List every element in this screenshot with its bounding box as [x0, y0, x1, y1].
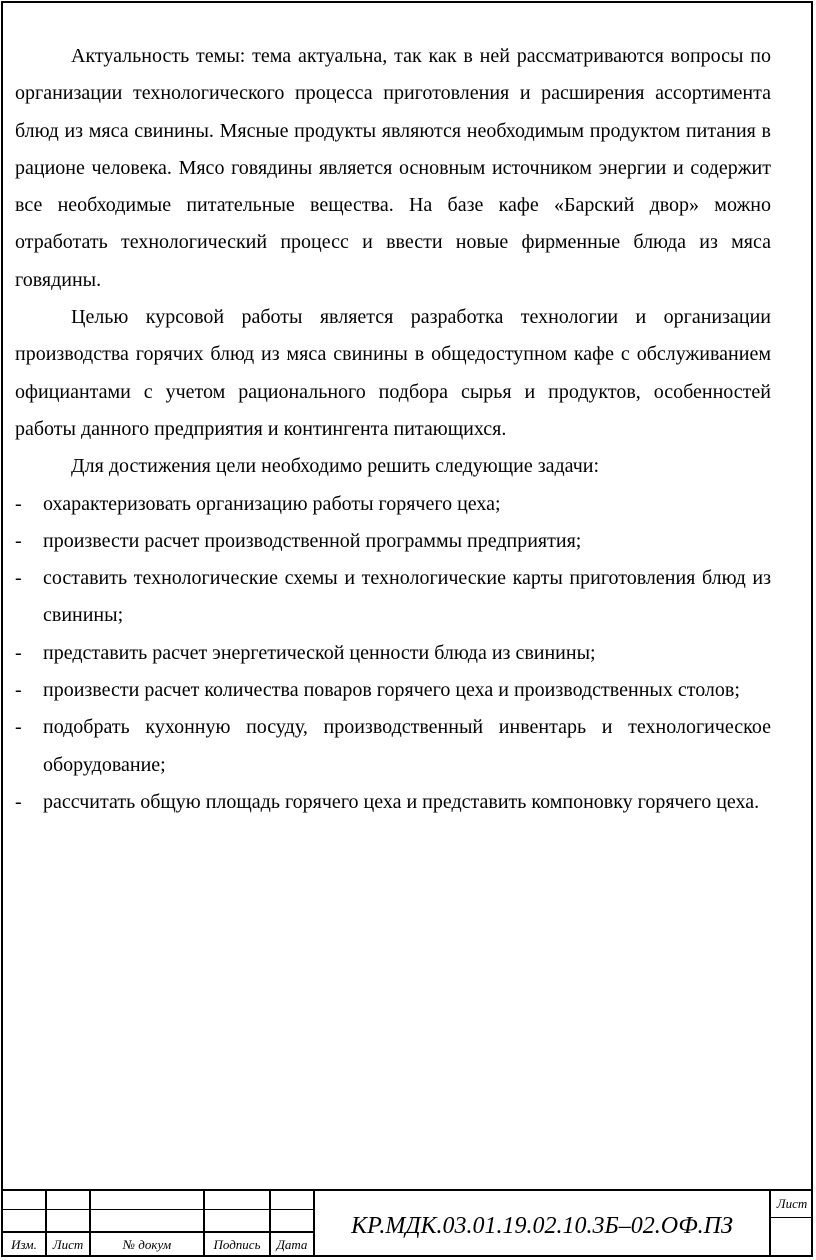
list-item — [15, 560, 771, 635]
task-text: составить технологические схемы и технологические карты приготовления блюд из свинины; — [43, 567, 771, 627]
label-doc-number: № докум — [122, 1237, 172, 1252]
paragraph-goal: Целью курсовой работы является разработка технологии и организации производства горячих блюд из мяса свинины в общедоступном кафе с обслуживанием официантами с учетом рационального подбора сырья и продуктов, особенностей работы данного предприятия и контингента питающихся. — [15, 306, 771, 440]
list-item — [15, 672, 771, 709]
bullet-dash: - — [15, 529, 22, 552]
label-sheet: Лист — [776, 1196, 808, 1211]
bullet-dash: - — [15, 567, 22, 590]
task-text: произвести расчет производственной программы предприятия; — [43, 529, 582, 552]
label-signature: Подпись — [213, 1237, 261, 1252]
task-text: представить расчет энергетической ценности блюда из свинины; — [43, 641, 596, 664]
paragraph-relevance: Актуальность темы: тема актуальна, так как в ней рассматриваются вопросы по организации технологического процесса приготовления и расширения ассортимента блюд из мяса свинины. Мясные продукты являются необходимым продуктом питания в рационе человека. Мясо говядины является основным источником энергии и содержит все необходимые питательные вещества. На базе кафе «Барский двор» можно отработать технологический процесс и ввести новые фирменные блюда из мяса говядины. — [15, 45, 771, 291]
stamp-row-line — [3, 1231, 313, 1233]
task-text: произвести расчет количества поваров горячего цеха и производственных столов; — [43, 679, 740, 702]
list-item — [15, 635, 771, 672]
bullet-dash: - — [15, 641, 22, 664]
label-list: Лист — [52, 1237, 84, 1252]
paragraph-tasks-intro: Для достижения цели необходимо решить следующие задачи: — [71, 455, 600, 478]
task-text: подобрать кухонную посуду, производственный инвентарь и технологическое оборудование; — [43, 716, 771, 776]
label-date: Дата — [276, 1237, 308, 1252]
title-block — [3, 1189, 813, 1257]
list-item — [15, 709, 771, 784]
document-body — [15, 38, 771, 821]
label-izm: Изм. — [11, 1237, 37, 1252]
task-text: рассчитать общую площадь горячего цеха и представить компоновку горячего цеха. — [43, 790, 760, 813]
list-item — [15, 784, 771, 821]
task-text: охарактеризовать организацию работы горячего цеха; — [43, 492, 501, 515]
document-code: КР.МДК.03.01.19.02.10.3Б–02.ОФ.ПЗ — [351, 1212, 733, 1239]
bullet-dash: - — [15, 790, 22, 813]
tasks-list — [15, 486, 771, 822]
list-item — [15, 486, 771, 523]
stamp-row-line — [3, 1209, 313, 1210]
list-item — [15, 523, 771, 560]
stamp-sheet-line — [769, 1217, 813, 1218]
bullet-dash: - — [15, 716, 22, 739]
bullet-dash: - — [15, 492, 22, 515]
bullet-dash: - — [15, 679, 22, 702]
